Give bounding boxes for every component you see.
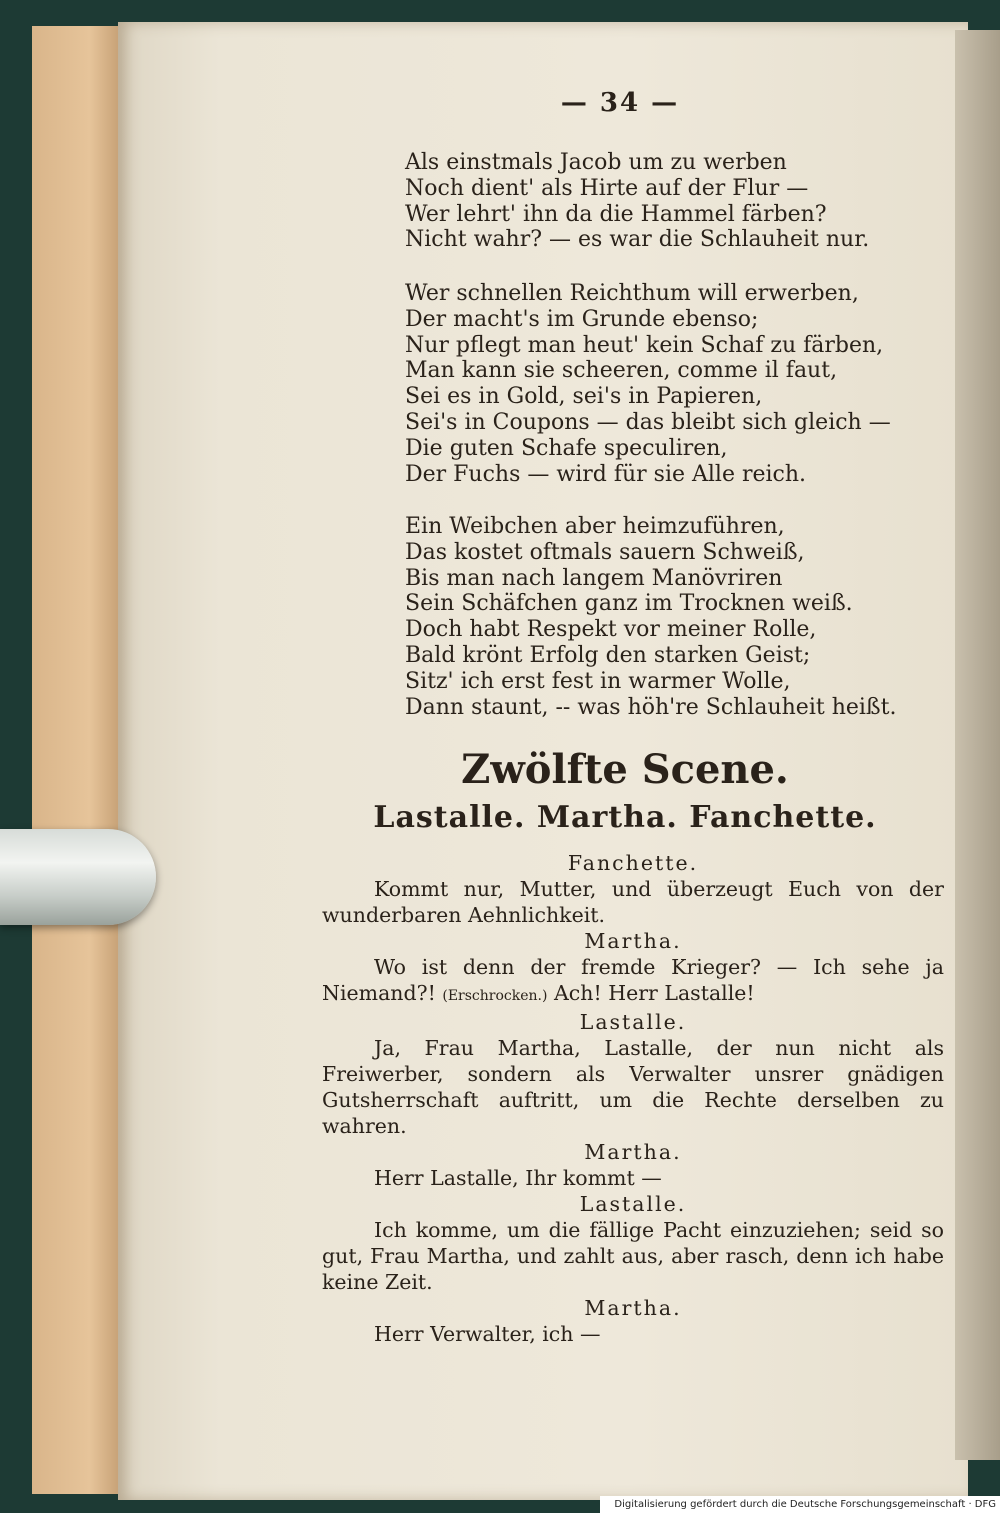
- speaker-name: Martha.: [584, 1140, 682, 1164]
- page-holder-clip: [0, 829, 156, 925]
- verse-stanza-1: [405, 150, 945, 253]
- verse-line: Doch habt Respekt vor meiner Rolle,: [405, 617, 817, 643]
- speech-text: Herr Lastalle, Ihr kommt —: [374, 1166, 662, 1190]
- stage-direction: (Erschrocken.): [442, 988, 548, 1004]
- scene-persons: Lastalle. Martha. Fanchette.: [373, 800, 877, 835]
- speaker-name: Lastalle.: [579, 1192, 687, 1216]
- verse-line: Sitz' ich erst fest in warmer Wolle,: [405, 668, 791, 694]
- speaker-name: Martha.: [584, 929, 682, 953]
- verse-line: Ein Weibchen aber heimzuführen,: [405, 514, 785, 539]
- verse-line: Nicht wahr? — es war die Schlauheit nur.: [405, 227, 870, 253]
- verse-line: Man kann sie scheeren, comme il faut,: [405, 358, 838, 384]
- verse-line: Die guten Schafe speculiren,: [405, 435, 728, 461]
- speaker-name: Martha.: [584, 1296, 682, 1320]
- verse-line: Der Fuchs — wird für sie Alle reich.: [405, 461, 807, 487]
- speaker-name: Fanchette.: [567, 851, 699, 875]
- dialog: [322, 850, 944, 1347]
- speech-text: [322, 954, 944, 1009]
- verse-line: Als einstmals Jacob um zu werben: [405, 150, 787, 175]
- opposite-page-edge: [955, 30, 1000, 1460]
- verse-stanza-2: [405, 281, 945, 487]
- verse-line: Sei's in Coupons — das bleibt sich gleich —: [405, 409, 891, 435]
- speech-text: Kommt nur, Mutter, und überzeugt Euch von der wunderbaren Aehnlichkeit.: [322, 877, 944, 927]
- verse-line: Bald krönt Erfolg den starken Geist;: [405, 642, 811, 668]
- verse-line: Sein Schäfchen ganz im Trocknen weiß.: [405, 591, 853, 617]
- verse-line: Wer schnellen Reichthum will erwerben,: [405, 281, 859, 306]
- speech-text: Herr Verwalter, ich —: [374, 1322, 601, 1346]
- verse-line: Wer lehrt' ihn da die Hammel färben?: [405, 201, 827, 227]
- verse-stanza-3: [405, 514, 945, 720]
- speech-text: Ja, Frau Martha, Lastalle, der nun nicht als Freiwerber, sondern als Verwalter unsrer gnädigen Gutsherrschaft auftritt, um die Rechte derselben zu wahren.: [322, 1036, 944, 1138]
- verse-line: Sei es in Gold, sei's in Papieren,: [405, 384, 763, 410]
- scene-title: Zwölfte Scene.: [461, 746, 789, 793]
- verse-line: Das kostet oftmals sauern Schweiß,: [405, 539, 805, 565]
- speech-part: Ach! Herr Lastalle!: [553, 981, 755, 1005]
- verse-line: Dann staunt, -- was höh're Schlauheit heißt.: [405, 694, 897, 720]
- verse-line: Nur pflegt man heut' kein Schaf zu färben,: [405, 332, 884, 358]
- verse-line: Noch dient' als Hirte auf der Flur —: [405, 175, 809, 201]
- verse-line: Der macht's im Grunde ebenso;: [405, 306, 759, 332]
- speech-text: Ich komme, um die fällige Pacht einzuziehen; seid so gut, Frau Martha, und zahlt aus, aber rasch, denn ich habe keine Zeit.: [322, 1218, 944, 1294]
- verse-line: Bis man nach langem Manövriren: [405, 565, 783, 591]
- page-number: — 34 —: [560, 88, 680, 118]
- digitization-credit: Digitalisierung gefördert durch die Deutsche Forschungsgemeinschaft · DFG: [600, 1496, 1000, 1513]
- speech-part: Wo ist denn der fremde Krieger? — Ich sehe ja Niemand?!: [322, 955, 944, 1005]
- speaker-name: Lastalle.: [579, 1010, 687, 1034]
